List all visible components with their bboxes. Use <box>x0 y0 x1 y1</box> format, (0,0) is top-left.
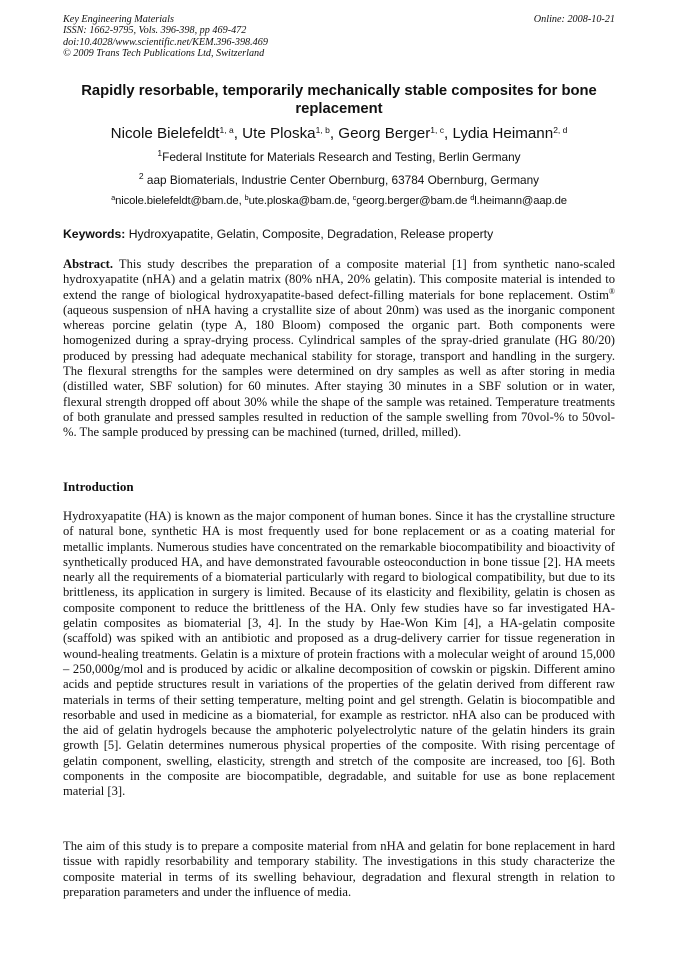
email-address[interactable]: ute.ploska@bam.de, <box>248 195 353 207</box>
journal-name: Key Engineering Materials <box>63 14 174 25</box>
introduction-paragraph-2: The aim of this study is to prepare a composite material from nHA and gelatin for bone replacement in hard tissue with rapidly resorbability and temporary stability. The investigations in this study characterize the composite material in terms of its swelling behaviour, degradation and flexural strength in relation to preparation parameters and under the influence of media. <box>63 839 615 899</box>
email-list <box>63 194 615 208</box>
author-affil-mark: 1, b <box>315 125 330 135</box>
registered-mark: ® <box>608 286 615 296</box>
author-affil-mark: 1, a <box>219 125 234 135</box>
author-name: Ute Ploska <box>242 125 316 142</box>
author-affil-mark: 1, c <box>430 125 444 135</box>
author-name: Lydia Heimann <box>452 125 554 142</box>
journal-header <box>63 14 615 60</box>
abstract-text: (aqueous suspension of nHA having a crystallite size of about 20nm) was used as the inorganic component whereas porcine gelatin (type A, 180 Bloom) composed the organic part. Both components were homogenized during a spray-drying process. Cylindrical samples of the spray-dried granulate (HG 80/20) produced by pressing had adequate mechanical stability for storage, transport and handling in the surgery. The flexural strengths for the samples were determined on dry samples as well as after storing in media (distilled water, SBF solution) for 60 minutes. After staying 30 minutes in a SBF solution or in water, flexural strength dropped off about 30% while the shape of the sample was retained. Temperature treatments of both granulate and pressed samples resulted in reduction of the sample swelling from 70vol-% to 50vol-%. The sample produced by pressing can be machined (turned, drilled, milled). <box>63 302 615 440</box>
online-date: Online: 2008-10-21 <box>533 14 615 25</box>
author-separator: , <box>233 125 243 142</box>
email-mark: a <box>111 193 116 202</box>
email-address[interactable]: georg.berger@bam.de <box>356 195 471 207</box>
abstract-label: Abstract. <box>63 257 114 271</box>
affiliation-text: Federal Institute for Materials Research and Testing, Berlin Germany <box>162 150 521 164</box>
email-mark: d <box>470 193 475 202</box>
keywords-line <box>63 226 615 242</box>
abstract-text: This study describes the preparation of a composite material [1] from synthetic nano-scaled hydroxyapatite (nHA) and a gelatin matrix (80% nHA, 20% gelatin). This composite material is intended to extend the range of biological hydroxyapatite-based defect-filling materials for bone replacement. Ostim <box>63 257 615 302</box>
author-list <box>63 124 615 144</box>
author-name: Georg Berger <box>338 125 431 142</box>
affiliation-mark: 1 <box>157 148 163 158</box>
introduction-paragraph-1: Hydroxyapatite (HA) is known as the major component of human bones. Since it has the crystalline structure of natural bone, synthetic HA is most frequently used for bone replacement or as a coating material for metallic implants. Numerous studies have concentrated on the remarkable biocompatibility and bioactivity of synthetically produced HA, and have demonstrated favourable osteoconduction in bone tissue [2]. HA meets nearly all the requirements of a biomaterial particularly with regard to biological compatibility, but due to its brittleness, its application in surgery is limited. Because of its elasticity and flexibility, gelatin is chosen as composite component to reduce the brittleness of the HA. Only few studies have so far investigated HA-gelatin composites as biomaterial [3, 4]. In the study by Hae-Won Kim [4], a HA-gelatin composite (scaffold) was spiked with an antibiotic and proposed as a drug-delivery carrier for tissue regeneration in wound-healing treatments. Gelatin is a mixture of protein fractions with a molecular weight of around 15,000 – 250,000g/mol and is produced by acidic or alkaline decomposition of cowskin or pigskin. Different amino acids and peptide structures result in variations of the properties of the gelatin derived from different raw materials in terms of their setting temperature, melting point and gel strength. Gelatin is biocompatible and resorbable and used in medicine as a biomaterial, for example as restrictor. nHA also can be produced with the aid of gelatin hydrogels because the amphoteric polyelectrolytic nature of the gelatin hinders its grain growth [5]. Gelatin determines numerous physical properties of the composite. With rising percentage of gelatin component, swelling, elasticity, strength and stretch of the composite are increased, too [6]. Both components in the composite are biocompatible, degradable, and suitable for use as bone replacement material [3]. <box>63 509 615 799</box>
author-name: Nicole Bielefeldt <box>110 125 220 142</box>
email-address[interactable]: l.heimann@aap.de <box>474 195 567 207</box>
doi-line[interactable]: doi:10.4028/www.scientific.net/KEM.396-398.469 <box>63 36 268 48</box>
affiliation-2 <box>63 173 615 187</box>
copyright-line: © 2009 Trans Tech Publications Ltd, Switzerland <box>63 48 265 60</box>
email-mark: c <box>352 193 357 202</box>
email-address[interactable]: nicole.bielefeldt@bam.de, <box>115 195 245 207</box>
affiliation-text: aap Biomaterials, Industrie Center Obernburg, 63784 Obernburg, Germany <box>143 173 540 187</box>
email-mark: b <box>244 193 249 202</box>
keywords-text: Hydroxyapatite, Gelatin, Composite, Degradation, Release property <box>125 227 494 241</box>
abstract-paragraph <box>63 257 615 441</box>
author-separator: , <box>329 125 339 142</box>
affiliation-mark: 2 <box>138 171 144 181</box>
affiliation-1 <box>63 150 615 164</box>
author-affil-mark: 2, d <box>553 125 568 135</box>
author-separator: , <box>443 125 453 142</box>
keywords-label: Keywords: <box>63 227 126 241</box>
paper-title: Rapidly resorbable, temporarily mechanically stable composites for bone replacement <box>81 83 597 117</box>
introduction-heading: Introduction <box>63 479 134 494</box>
issn-line: ISSN: 1662-9795, Vols. 396-398, pp 469-472 <box>63 25 247 37</box>
